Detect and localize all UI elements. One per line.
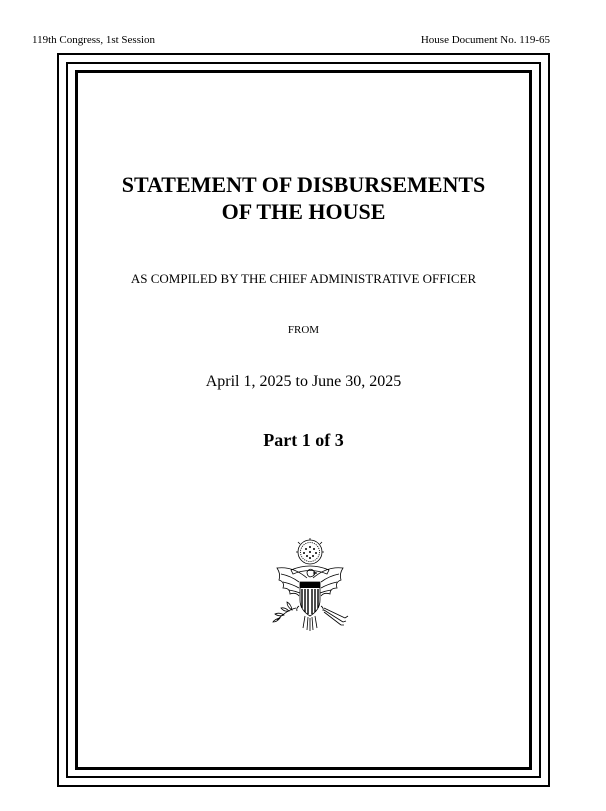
from-label: FROM	[287, 324, 320, 336]
part-number: Part 1 of 3	[263, 430, 344, 450]
title-line-1: STATEMENT OF DISBURSEMENTS	[121, 172, 486, 197]
document-number: House Document No. 119-65	[420, 34, 550, 46]
title-line-2: OF THE HOUSE	[221, 199, 386, 224]
document-title	[78, 171, 529, 225]
great-seal-icon	[263, 536, 357, 634]
date-range: April 1, 2025 to June 30, 2025	[205, 373, 402, 390]
congress-session: 119th Congress, 1st Session	[32, 34, 156, 46]
compiled-by: AS COMPILED BY THE CHIEF ADMINISTRATIVE OFFICER	[130, 271, 477, 286]
